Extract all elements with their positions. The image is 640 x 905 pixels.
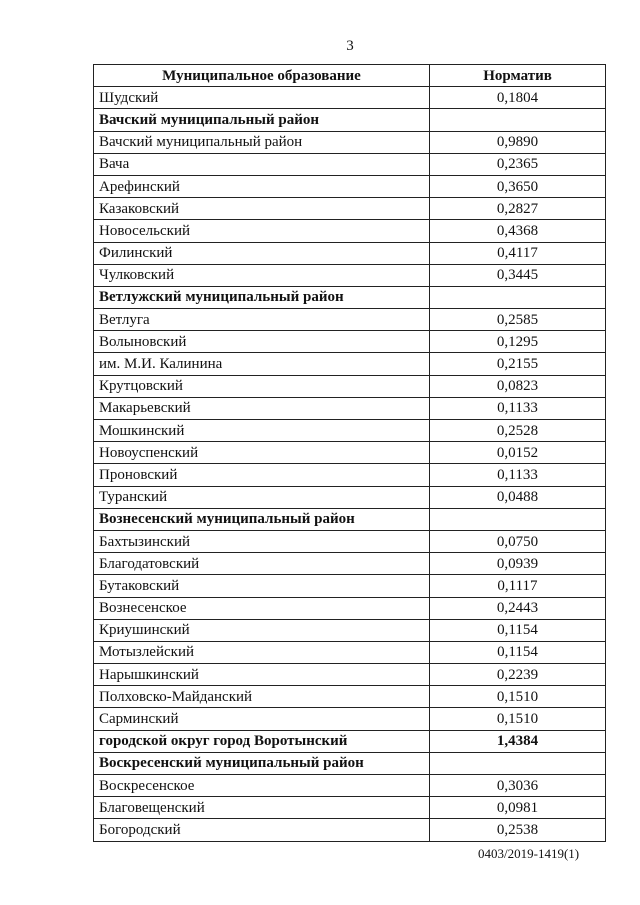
norm-value-cell: 0,2365	[430, 153, 606, 175]
norm-value-cell: 0,2528	[430, 420, 606, 442]
norm-value-cell: 0,2443	[430, 597, 606, 619]
norm-value-cell	[430, 109, 606, 131]
norm-value-cell: 0,3445	[430, 264, 606, 286]
norm-value-cell: 0,1133	[430, 464, 606, 486]
municipality-cell: Мошкинский	[94, 420, 430, 442]
table-row	[94, 486, 606, 508]
table-row	[94, 664, 606, 686]
municipality-cell: Вачский муниципальный район	[94, 109, 430, 131]
municipality-cell: Мотызлейский	[94, 641, 430, 663]
norm-value-cell: 0,2585	[430, 309, 606, 331]
norm-value-cell: 0,0750	[430, 530, 606, 552]
header-municipality: Муниципальное образование	[94, 65, 430, 87]
norm-value-cell: 0,1510	[430, 686, 606, 708]
table-row	[94, 641, 606, 663]
municipality-cell: Казаковский	[94, 198, 430, 220]
table-row	[94, 619, 606, 641]
norm-value-cell: 0,1510	[430, 708, 606, 730]
table-row	[94, 264, 606, 286]
table-row	[94, 109, 606, 131]
municipality-cell: Благодатовский	[94, 553, 430, 575]
table-row	[94, 309, 606, 331]
norm-value-cell: 0,4368	[430, 220, 606, 242]
municipality-cell: Арефинский	[94, 175, 430, 197]
table-row	[94, 797, 606, 819]
table-row	[94, 397, 606, 419]
municipality-cell: Нарышкинский	[94, 664, 430, 686]
municipality-cell: Новосельский	[94, 220, 430, 242]
norm-value-cell: 1,4384	[430, 730, 606, 752]
municipality-cell: Проновский	[94, 464, 430, 486]
table-row	[94, 752, 606, 774]
table-row	[94, 131, 606, 153]
municipality-cell: Филинский	[94, 242, 430, 264]
norms-table	[93, 64, 606, 842]
municipality-cell: Макарьевский	[94, 397, 430, 419]
norm-value-cell: 0,9890	[430, 131, 606, 153]
header-norm: Норматив	[430, 65, 606, 87]
norm-value-cell: 0,4117	[430, 242, 606, 264]
municipality-cell: Воскресенский муниципальный район	[94, 752, 430, 774]
municipality-cell: Волыновский	[94, 331, 430, 353]
table-row	[94, 420, 606, 442]
municipality-cell: Вознесенский муниципальный район	[94, 508, 430, 530]
municipality-cell: Ветлужский муниципальный район	[94, 286, 430, 308]
norm-value-cell: 0,0823	[430, 375, 606, 397]
document-code: 0403/2019-1419(1)	[478, 846, 580, 861]
table-row	[94, 198, 606, 220]
municipality-cell: Крутцовский	[94, 375, 430, 397]
table-row	[94, 553, 606, 575]
norm-value-cell: 0,2155	[430, 353, 606, 375]
norm-value-cell: 0,2538	[430, 819, 606, 841]
table-row	[94, 775, 606, 797]
municipality-cell: Богородский	[94, 819, 430, 841]
municipality-cell: Воскресенское	[94, 775, 430, 797]
table-row	[94, 708, 606, 730]
municipality-cell: Новоуспенский	[94, 442, 430, 464]
table-header-row	[94, 65, 606, 87]
table-row	[94, 730, 606, 752]
table-row	[94, 286, 606, 308]
table-row	[94, 575, 606, 597]
table-row	[94, 442, 606, 464]
table-row	[94, 464, 606, 486]
norm-value-cell: 0,0981	[430, 797, 606, 819]
table-row	[94, 331, 606, 353]
page-number: 3	[346, 38, 354, 54]
norm-value-cell: 0,3650	[430, 175, 606, 197]
table-row	[94, 353, 606, 375]
norm-value-cell: 0,1804	[430, 87, 606, 109]
norm-value-cell: 0,3036	[430, 775, 606, 797]
norm-value-cell: 0,0152	[430, 442, 606, 464]
norm-value-cell: 0,1133	[430, 397, 606, 419]
municipality-cell: Вознесенское	[94, 597, 430, 619]
municipality-cell: Криушинский	[94, 619, 430, 641]
norm-value-cell: 0,1154	[430, 619, 606, 641]
table-row	[94, 508, 606, 530]
table-row	[94, 686, 606, 708]
table-row	[94, 153, 606, 175]
norm-value-cell: 0,2239	[430, 664, 606, 686]
municipality-cell: Благовещенский	[94, 797, 430, 819]
norm-value-cell: 0,0488	[430, 486, 606, 508]
municipality-cell: городской округ город Воротынский	[94, 730, 430, 752]
municipality-cell: Бахтызинский	[94, 530, 430, 552]
table-row	[94, 375, 606, 397]
table-row	[94, 597, 606, 619]
norm-value-cell: 0,2827	[430, 198, 606, 220]
norm-value-cell: 0,1154	[430, 641, 606, 663]
norm-value-cell	[430, 286, 606, 308]
table-row	[94, 530, 606, 552]
norm-value-cell: 0,1295	[430, 331, 606, 353]
municipality-cell: Вача	[94, 153, 430, 175]
table-row	[94, 175, 606, 197]
municipality-cell: Сарминский	[94, 708, 430, 730]
table-row	[94, 242, 606, 264]
municipality-cell: Шудский	[94, 87, 430, 109]
norm-value-cell: 0,1117	[430, 575, 606, 597]
municipality-cell: Полховско-Майданский	[94, 686, 430, 708]
table-row	[94, 87, 606, 109]
municipality-cell: Бутаковский	[94, 575, 430, 597]
norm-value-cell: 0,0939	[430, 553, 606, 575]
municipality-cell: Туранский	[94, 486, 430, 508]
norm-value-cell	[430, 508, 606, 530]
table-row	[94, 220, 606, 242]
municipality-cell: Вачский муниципальный район	[94, 131, 430, 153]
municipality-cell: Чулковский	[94, 264, 430, 286]
municipality-cell: Ветлуга	[94, 309, 430, 331]
norm-value-cell	[430, 752, 606, 774]
table-row	[94, 819, 606, 841]
municipality-cell: им. М.И. Калинина	[94, 353, 430, 375]
